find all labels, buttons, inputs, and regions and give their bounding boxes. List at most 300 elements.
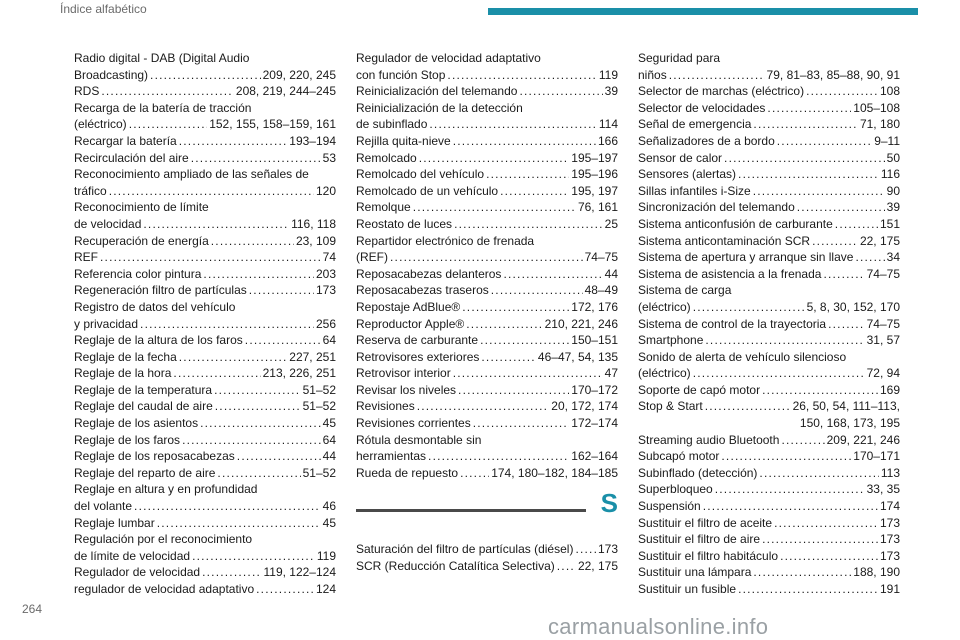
leader-dots bbox=[780, 548, 878, 565]
index-entry-pages: 174 bbox=[879, 499, 900, 514]
index-entry-title: Reposacabezas delanteros bbox=[356, 266, 502, 281]
leader-dots bbox=[753, 564, 851, 581]
index-entry bbox=[356, 398, 618, 415]
index-entry bbox=[74, 432, 336, 449]
index-entry-pages: 74–75 bbox=[866, 266, 900, 281]
leader-dots bbox=[214, 382, 301, 399]
index-entry-pages: 195, 197 bbox=[571, 183, 618, 198]
index-entry-title: Sustituir el filtro habitáculo bbox=[638, 548, 779, 563]
leader-dots bbox=[753, 116, 858, 133]
leader-dots bbox=[429, 116, 596, 133]
index-entry-title: Subinflado (detección) bbox=[638, 465, 758, 480]
index-entry-title: Saturación del filtro de partículas (diésel) bbox=[356, 542, 574, 557]
index-entry-title: Sistema de asistencia a la frenada bbox=[638, 266, 822, 281]
index-entry-pages: 20, 172, 174 bbox=[551, 399, 618, 414]
leader-dots bbox=[245, 332, 321, 349]
index-entry bbox=[638, 498, 900, 515]
index-entry-text: Sonido de alerta de vehículo silencioso bbox=[638, 349, 847, 364]
leader-dots bbox=[693, 365, 865, 382]
index-entry bbox=[74, 465, 336, 482]
index-column-1 bbox=[74, 50, 336, 598]
leader-dots bbox=[781, 432, 824, 449]
leader-dots bbox=[500, 183, 569, 200]
index-entry-text: Sistema de carga bbox=[638, 283, 732, 298]
index-entry bbox=[638, 199, 900, 216]
index-entry-pages: 53 bbox=[322, 150, 336, 165]
index-entry-title: Streaming audio Bluetooth bbox=[638, 432, 780, 447]
index-entry-title: Soporte de capó motor bbox=[638, 382, 761, 397]
leader-dots bbox=[774, 515, 878, 532]
index-entry-title: REF bbox=[74, 250, 98, 265]
index-entry-text: Reconocimiento de límite bbox=[74, 200, 209, 215]
index-entry bbox=[356, 448, 618, 465]
index-entry-pages: 210, 221, 246 bbox=[544, 316, 618, 331]
leader-dots bbox=[481, 349, 536, 366]
index-entry bbox=[74, 282, 336, 299]
index-entry-title: Reserva de carburante bbox=[356, 333, 479, 348]
index-entry-title: de límite de velocidad bbox=[74, 548, 191, 563]
leader-dots bbox=[812, 233, 858, 250]
index-entry bbox=[74, 216, 336, 233]
index-entry-title: de velocidad bbox=[74, 216, 142, 231]
leader-dots bbox=[179, 349, 288, 366]
index-entry-pages: 74–75 bbox=[866, 316, 900, 331]
index-entry-title: Reglaje de la hora bbox=[74, 366, 172, 381]
index-entry-pages: 152, 155, 158–159, 161 bbox=[209, 117, 336, 132]
index-entry-pages: 47 bbox=[604, 366, 618, 381]
index-entry bbox=[356, 415, 618, 432]
index-entry-title: Reglaje lumbar bbox=[74, 515, 155, 530]
leader-dots bbox=[575, 541, 596, 558]
index-entry-title: Rueda de repuesto bbox=[356, 465, 459, 480]
index-entry-title: Recargar la batería bbox=[74, 133, 177, 148]
index-entry-pages: 173 bbox=[315, 283, 336, 298]
leader-dots bbox=[738, 581, 878, 598]
index-entry-pages: 227, 251 bbox=[289, 349, 336, 364]
leader-dots bbox=[480, 332, 569, 349]
leader-dots bbox=[202, 564, 261, 581]
index-entry-pages: 39 bbox=[604, 84, 618, 99]
header-accent-bar bbox=[488, 8, 918, 15]
leader-dots bbox=[215, 398, 301, 415]
index-entry-pages: 162–164 bbox=[571, 449, 618, 464]
index-entry-title: (REF) bbox=[356, 250, 388, 265]
index-entry bbox=[74, 581, 336, 598]
index-entry bbox=[356, 282, 618, 299]
index-entry-pages-continued: 150, 168, 173, 195 bbox=[799, 416, 900, 431]
index-entry-pages: 172, 176 bbox=[571, 299, 618, 314]
index-entry-pages: 22, 175 bbox=[859, 233, 900, 248]
index-entry bbox=[74, 183, 336, 200]
index-entry-pages: 203 bbox=[315, 266, 336, 281]
leader-dots bbox=[855, 249, 884, 266]
section-heading bbox=[356, 488, 618, 533]
index-entry bbox=[74, 249, 336, 266]
index-entry-pages: 256 bbox=[315, 316, 336, 331]
index-entry bbox=[356, 83, 618, 100]
leader-dots bbox=[182, 432, 321, 449]
index-entry-pages: 44 bbox=[604, 266, 618, 281]
leader-dots bbox=[460, 465, 489, 482]
index-entry-title: Sincronización del telemando bbox=[638, 200, 795, 215]
index-entry-title: Sustituir una lámpara bbox=[638, 565, 752, 580]
index-entry bbox=[356, 382, 618, 399]
index-entry-pages: 44 bbox=[322, 449, 336, 464]
index-entry-title: Sustituir el filtro de aire bbox=[638, 532, 761, 547]
index-entry bbox=[74, 365, 336, 382]
leader-dots bbox=[762, 531, 878, 548]
index-entry bbox=[356, 150, 618, 167]
watermark: carmanualsonline.info bbox=[548, 614, 769, 639]
index-entry-pages: 191 bbox=[879, 582, 900, 596]
leader-dots bbox=[762, 382, 878, 399]
leader-dots bbox=[249, 282, 314, 299]
index-entry-pages: 33, 35 bbox=[866, 482, 900, 497]
page-header-title: Índice alfabético bbox=[60, 2, 147, 16]
index-entry-title: Reglaje de la temperatura bbox=[74, 382, 213, 397]
index-entry-pages: 174, 180–182, 184–185 bbox=[491, 465, 618, 480]
index-entry-pages: 169 bbox=[879, 382, 900, 397]
index-entry-pages: 45 bbox=[322, 416, 336, 431]
leader-dots bbox=[519, 83, 602, 100]
index-entry-title: regulador de velocidad adaptativo bbox=[74, 582, 255, 596]
index-entry-title: Recirculación del aire bbox=[74, 150, 189, 165]
index-entry-title: (eléctrico) bbox=[74, 117, 127, 132]
leader-dots bbox=[715, 481, 865, 498]
index-entry-title: de subinflado bbox=[356, 117, 428, 132]
index-entry-title: del volante bbox=[74, 499, 133, 514]
section-divider bbox=[356, 509, 586, 512]
index-entry-title: Reproductor Apple® bbox=[356, 316, 465, 331]
leader-dots bbox=[473, 415, 570, 432]
section-letter: S bbox=[600, 488, 618, 519]
index-entry-pages: 209, 221, 246 bbox=[826, 432, 900, 447]
index-entry bbox=[74, 233, 336, 250]
index-entry-title: Repostaje AdBlue® bbox=[356, 299, 461, 314]
index-entry-title: Sensor de calor bbox=[638, 150, 723, 165]
index-entry bbox=[356, 316, 618, 333]
leader-dots bbox=[192, 548, 315, 565]
index-entry-pages: 150–151 bbox=[571, 333, 618, 348]
leader-dots bbox=[101, 83, 234, 100]
index-entry-text: Repartidor electrónico de frenada bbox=[356, 233, 535, 248]
index-entry-title: Sustituir el filtro de aceite bbox=[638, 515, 773, 530]
leader-dots bbox=[693, 299, 805, 316]
index-entry bbox=[74, 133, 336, 150]
index-entry-pages: 195–196 bbox=[571, 167, 618, 182]
index-entry-pages: 170–172 bbox=[571, 382, 618, 397]
index-entry bbox=[356, 249, 618, 266]
index-entry-text: Recarga de la batería de tracción bbox=[74, 100, 252, 115]
index-entry bbox=[638, 266, 900, 283]
leader-dots bbox=[256, 581, 314, 598]
index-entry bbox=[638, 150, 900, 167]
index-entry bbox=[74, 116, 336, 133]
index-entry bbox=[638, 581, 900, 598]
index-entry-title: con función Stop bbox=[356, 67, 446, 82]
index-entry bbox=[74, 83, 336, 100]
index-entry bbox=[356, 133, 618, 150]
index-entry-title: Reglaje de los faros bbox=[74, 432, 181, 447]
leader-dots bbox=[486, 166, 569, 183]
index-entry-title: Retrovisores exteriores bbox=[356, 349, 480, 364]
index-entry-pages: 113 bbox=[880, 465, 900, 480]
index-entry-pages: 31, 57 bbox=[866, 333, 900, 348]
index-entry bbox=[74, 349, 336, 366]
leader-dots bbox=[823, 266, 864, 283]
index-entry-pages: 22, 175 bbox=[577, 559, 618, 574]
leader-dots bbox=[237, 448, 321, 465]
leader-dots bbox=[491, 282, 583, 299]
index-entry bbox=[74, 415, 336, 432]
index-column-2 bbox=[356, 50, 618, 575]
index-entry-pages: 188, 190 bbox=[853, 565, 900, 580]
leader-dots bbox=[217, 465, 300, 482]
page-number: 264 bbox=[22, 602, 43, 616]
index-entry-title: Sistema de apertura y arranque sin llave bbox=[638, 250, 854, 265]
index-entry-pages: 74–75 bbox=[584, 250, 618, 265]
index-entry bbox=[74, 316, 336, 333]
index-entry-pages: 124 bbox=[315, 582, 336, 596]
index-entry-pages: 213, 226, 251 bbox=[262, 366, 336, 381]
index-entry-title: Reostato de luces bbox=[356, 216, 453, 231]
leader-dots bbox=[419, 150, 570, 167]
index-entry-title: Regulador de velocidad bbox=[74, 565, 201, 580]
leader-dots bbox=[462, 299, 569, 316]
leader-dots bbox=[211, 233, 294, 250]
index-entry bbox=[74, 266, 336, 283]
leader-dots bbox=[466, 316, 542, 333]
index-entry-title: Reglaje de la fecha bbox=[74, 349, 177, 364]
index-entry-title: Regeneración filtro de partículas bbox=[74, 283, 247, 298]
index-entry-title: Selector de marchas (eléctrico) bbox=[638, 84, 805, 99]
leader-dots bbox=[835, 216, 878, 233]
index-entry-pages: 26, 50, 54, 111–113, bbox=[792, 399, 900, 414]
index-entry-pages: 51–52 bbox=[302, 399, 336, 414]
index-entry bbox=[638, 332, 900, 349]
index-entry-pages: 105–108 bbox=[853, 100, 900, 115]
index-entry-title: Suspensión bbox=[638, 499, 701, 514]
leader-dots bbox=[173, 365, 260, 382]
index-entry-title: Reglaje de los reposacabezas bbox=[74, 449, 235, 464]
index-entry-pages: 119 bbox=[316, 548, 336, 563]
index-entry bbox=[638, 548, 900, 565]
leader-dots bbox=[738, 166, 879, 183]
index-entry-title: Sensores (alertas) bbox=[638, 167, 737, 182]
index-entry-title: (eléctrico) bbox=[638, 299, 691, 314]
leader-dots bbox=[390, 249, 583, 266]
index-entry-title: Señalizadores de a bordo bbox=[638, 133, 775, 148]
index-entry-pages: 46 bbox=[322, 499, 336, 514]
index-entry-title: Referencia color pintura bbox=[74, 266, 202, 281]
leader-dots bbox=[191, 150, 321, 167]
index-entry-pages: 193–194 bbox=[289, 133, 336, 148]
index-entry-pages: 119 bbox=[598, 67, 618, 82]
index-entry-title: Rejilla quita-nieve bbox=[356, 133, 451, 148]
index-entry bbox=[356, 183, 618, 200]
leader-dots bbox=[447, 67, 596, 84]
index-entry-pages: 173 bbox=[879, 548, 900, 563]
index-entry bbox=[74, 382, 336, 399]
index-entry-pages: 72, 94 bbox=[866, 366, 900, 381]
index-entry-text: Regulador de velocidad adaptativo bbox=[356, 51, 541, 65]
index-entry bbox=[638, 233, 900, 250]
leader-dots bbox=[828, 316, 865, 333]
leader-dots bbox=[767, 100, 851, 117]
index-entry-title: Broadcasting) bbox=[74, 67, 149, 82]
leader-dots bbox=[705, 398, 791, 415]
leader-dots bbox=[797, 199, 885, 216]
index-entry bbox=[638, 432, 900, 449]
leader-dots bbox=[140, 316, 314, 333]
index-entry-title: Remolcado de un vehículo bbox=[356, 183, 499, 198]
index-entry-pages: 166 bbox=[597, 133, 618, 148]
index-entry-pages: 46–47, 54, 135 bbox=[537, 349, 618, 364]
leader-dots bbox=[806, 83, 878, 100]
index-entry bbox=[638, 216, 900, 233]
index-entry bbox=[638, 382, 900, 399]
index-entry-pages: 5, 8, 30, 152, 170 bbox=[806, 299, 900, 314]
index-entry-pages: 170–171 bbox=[853, 449, 900, 464]
index-entry bbox=[356, 166, 618, 183]
index-entry bbox=[356, 349, 618, 366]
index-entry bbox=[638, 67, 900, 84]
index-entry bbox=[356, 199, 618, 216]
index-entry-pages: 51–52 bbox=[302, 382, 336, 397]
index-entry-title: Sistema anticonfusión de carburante bbox=[638, 216, 833, 231]
index-entry-pages: 45 bbox=[322, 515, 336, 530]
index-entry-title: Remolcado del vehículo bbox=[356, 167, 485, 182]
index-entry-title: niños bbox=[638, 67, 667, 82]
index-entry bbox=[638, 448, 900, 465]
index-entry bbox=[638, 316, 900, 333]
index-entry-pages: 76, 161 bbox=[577, 200, 618, 215]
index-entry-text: Seguridad para bbox=[638, 51, 721, 65]
index-entry-title: (eléctrico) bbox=[638, 366, 691, 381]
index-entry-pages: 173 bbox=[879, 515, 900, 530]
index-entry-pages: 209, 220, 245 bbox=[262, 67, 336, 82]
index-entry bbox=[638, 398, 900, 415]
leader-dots bbox=[203, 266, 314, 283]
index-entry bbox=[74, 498, 336, 515]
index-entry bbox=[74, 67, 336, 84]
index-entry-pages: 173 bbox=[597, 542, 618, 557]
index-entry bbox=[356, 299, 618, 316]
index-entry bbox=[638, 531, 900, 548]
leader-dots bbox=[705, 332, 864, 349]
index-entry-pages: 120 bbox=[315, 183, 336, 198]
index-entry bbox=[356, 67, 618, 84]
index-entry-title: Sistema anticontaminación SCR bbox=[638, 233, 811, 248]
index-entry-title: Stop & Start bbox=[638, 399, 703, 414]
leader-dots bbox=[703, 498, 878, 515]
index-entry-title: tráfico bbox=[74, 183, 107, 198]
index-entry-pages: 172–174 bbox=[571, 416, 618, 431]
index-entry-pages: 50 bbox=[886, 150, 900, 165]
index-entry bbox=[74, 548, 336, 565]
index-entry-title: Reglaje de la altura de los faros bbox=[74, 333, 243, 348]
index-entry-pages: 64 bbox=[322, 333, 336, 348]
index-entry bbox=[638, 365, 900, 382]
leader-dots bbox=[453, 133, 596, 150]
index-entry bbox=[638, 465, 900, 482]
index-entry bbox=[638, 515, 900, 532]
index-entry-title: SCR (Reducción Catalítica Selectiva) bbox=[356, 559, 555, 574]
leader-dots bbox=[200, 415, 321, 432]
leader-dots bbox=[557, 558, 576, 575]
index-entry-title: Revisiones corrientes bbox=[356, 416, 471, 431]
index-entry bbox=[638, 100, 900, 117]
index-entry bbox=[356, 465, 618, 482]
leader-dots bbox=[759, 465, 878, 482]
leader-dots bbox=[150, 67, 261, 84]
index-entry-pages: 48–49 bbox=[584, 283, 618, 298]
index-entry-title: Reposacabezas traseros bbox=[356, 283, 489, 298]
index-entry bbox=[356, 116, 618, 133]
index-entry bbox=[638, 166, 900, 183]
index-entry-title: Reglaje de los asientos bbox=[74, 416, 199, 431]
index-entry-pages: 25 bbox=[604, 216, 618, 231]
index-entry bbox=[638, 299, 900, 316]
leader-dots bbox=[157, 515, 321, 532]
index-entry-pages: 195–197 bbox=[571, 150, 618, 165]
index-entry-text: Reconocimiento ampliado de las señales de bbox=[74, 167, 309, 182]
index-entry-title: Sistema de control de la trayectoria bbox=[638, 316, 827, 331]
index-entry bbox=[638, 249, 900, 266]
index-entry bbox=[74, 515, 336, 532]
index-entry-title: Sillas infantiles i-Size bbox=[638, 183, 751, 198]
leader-dots bbox=[753, 183, 885, 200]
leader-dots bbox=[454, 216, 603, 233]
index-entry-pages: 116 bbox=[880, 167, 900, 182]
index-entry-pages: 39 bbox=[886, 200, 900, 215]
index-entry bbox=[74, 398, 336, 415]
index-entry-title: herramientas bbox=[356, 449, 427, 464]
index-entry-title: Subcapó motor bbox=[638, 449, 720, 464]
index-entry-text: Rótula desmontable sin bbox=[356, 432, 482, 447]
index-entry-title: y privacidad bbox=[74, 316, 139, 331]
index-entry-title: Smartphone bbox=[638, 333, 704, 348]
leader-dots bbox=[428, 448, 569, 465]
leader-dots bbox=[669, 67, 765, 84]
index-entry bbox=[638, 83, 900, 100]
index-entry-pages: 108 bbox=[879, 84, 900, 99]
leader-dots bbox=[458, 382, 569, 399]
index-entry-title: Sustituir un fusible bbox=[638, 582, 737, 596]
leader-dots bbox=[777, 133, 872, 150]
index-entry-pages: 79, 81–83, 85–88, 90, 91 bbox=[766, 67, 900, 82]
index-entry bbox=[638, 116, 900, 133]
index-entry bbox=[356, 558, 618, 575]
index-entry bbox=[356, 216, 618, 233]
leader-dots bbox=[100, 249, 321, 266]
index-entry bbox=[74, 332, 336, 349]
index-entry-text: Regulación por el reconocimiento bbox=[74, 532, 253, 547]
index-entry-title: Remolque bbox=[356, 200, 411, 215]
leader-dots bbox=[134, 498, 321, 515]
index-entry bbox=[74, 564, 336, 581]
leader-dots bbox=[721, 448, 851, 465]
index-entry-pages: 71, 180 bbox=[859, 117, 900, 132]
index-entry-title: Reglaje del reparto de aire bbox=[74, 465, 216, 480]
index-entry-title: Reinicialización del telemando bbox=[356, 84, 518, 99]
index-entry-title: RDS bbox=[74, 84, 100, 99]
index-entry bbox=[638, 183, 900, 200]
leader-dots bbox=[453, 365, 603, 382]
leader-dots bbox=[413, 199, 576, 216]
index-entry-pages: 173 bbox=[879, 532, 900, 547]
index-entry-title: Retrovisor interior bbox=[356, 366, 451, 381]
